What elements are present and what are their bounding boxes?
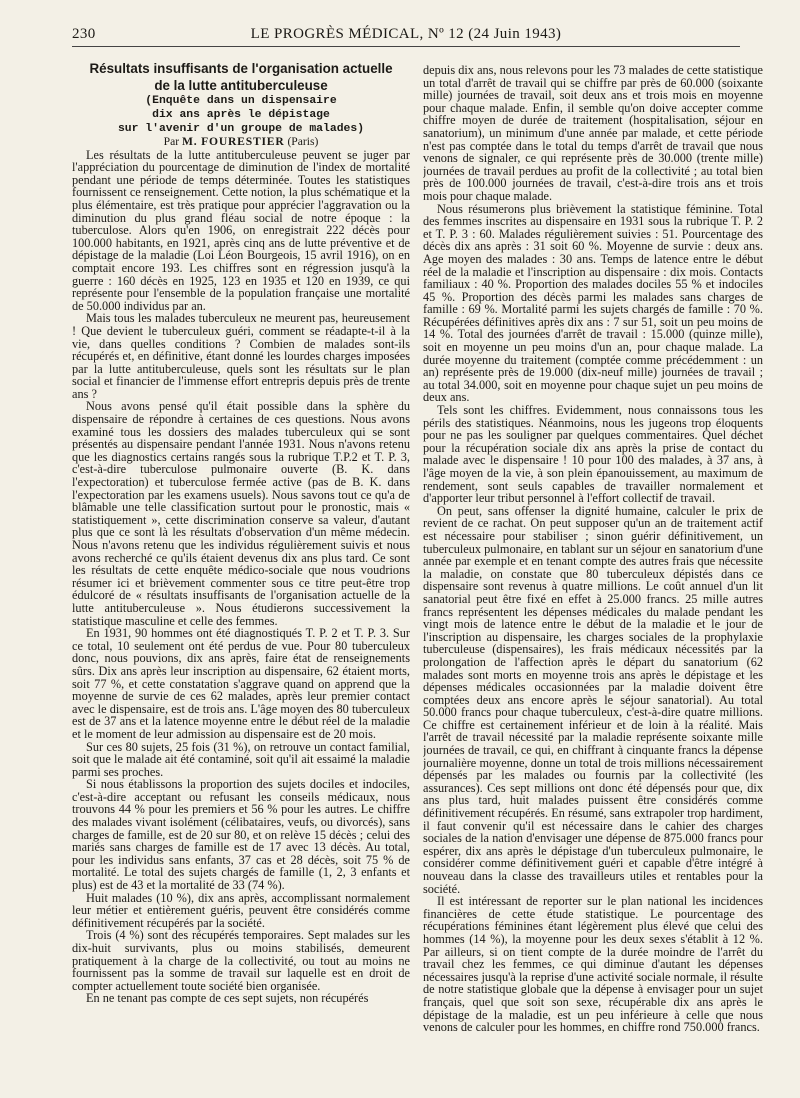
right-paragraph-4: On peut, sans offenser la dignité humaine, calculer le prix de revient de ce rachat. On peut supposer qu'un an de traitement actif est nécessaire pour stabiliser ; sinon guérir définitivement, un tuberculeux pulmonaire, en tablant sur un séjour en sanatorium d'une année par exemple et en tenant compte des autres frais que nécessite la maladie, on constate que 80 tuberculeux dépistés dans ce dispensaire sont revenus à quatre millions. Le coût annuel d'un lit sanatorial peut être fixé en effet à 25.000 francs. 25 mille autres francs représentent les dépenses médicales du malade pendant les vingt mois de latence entre le début de la maladie et le jour de l'inscription au dispensaire, les charges sociales de la prophylaxie tuberculeuse (dispensaires), les frais médicaux nécessités par la prolongation de l'affection après le départ du sanatorium (62 malades sont morts en moyenne trois ans après le dépistage et les dépenses médicales occasionnées par la maladie doivent être comptées deux ans encore après le séjour sanatorial). Au total 50.000 francs pour chaque tuberculeux, c'est-à-dire quatre millions. Ce chiffre est certainement inférieur et de loin à la réalité. Mais l'arrêt de travail nécessité par la maladie représente soixante mille journées de travail, ce qui, en chiffrant à cinquante francs la dépense journalière moyenne, donne un total de trois millions nécessairement dépensés par les malades ou fournis par la collectivité (les assurances). Ces sept millions ont donc été dépensés pour que, dix ans plus tard, huit malades puissent être considérés comme définitivement récupérés. En résumé, sans extrapoler trop hardiment, il faut convenir qu'il est nécessaire dans le cahier des charges sociales de la nation d'envisager une dépense de 875.000 francs pour espérer, dix ans après le dépistage d'un tuberculeux pulmonaire, le considérer comme définitivement guéri et capable d'être intégré à nouveau dans la classe des travailleurs utiles et rentables pour la société. [423,503,763,896]
right-column [423,64,763,1086]
article-subtitle-line-1: (Enquête dans un dispensaire [145,95,337,107]
article-subtitle-line-2: dix ans après le dépistage [152,109,330,121]
right-paragraph-3: Tels sont les chiffres. Evidemment, nous connaissons tous les périls des statistiques. Néanmoins, nous les jugeons trop éloquents pour ne pas les souligner par quelques commentaires. Quel déchet pour la récupération sociale dix ans après la prise de contact du malade avec le dispensaire ! 10 pour 100 des malades, à 37 ans, à l'âge moyen de la vie, à son plein épanouissement, au maximum de rendement, sont seuls capables de travailler normalement et d'apporter leur tribut personnel à l'effort collectif de travail. [423,403,763,506]
article-subtitle-line-3: sur l'avenir d'un groupe de malades) [117,123,365,135]
author-prefix: Par [163,135,180,148]
article-subtitle [72,94,410,136]
left-column [72,60,410,1086]
author-line [72,136,410,149]
author-place: (Paris) [287,135,319,148]
right-paragraph-5: Il est intéressant de reporter sur le plan national les incidences financières de cette étude statistique. Le pourcentage des récupérations féminines étant légèrement plus élevé que celui des hommes (14 %), la moyenne pour les deux sexes s'établit à 12 %. Par ailleurs, si on tient compte de la durée moindre de l'arrêt du travail chez les femmes, ce qui diminue d'autant les dépenses nécessaires jusqu'à la reprise d'une activité sociale normale, il résulte de notre statistique globale que la dépense à envisager pour un sujet français, quel que soit son sexe, récupérable dix ans après le dépistage de la maladie, est un peu inférieure à celle que nous venons de calculer pour les hommes, en chiffre rond 750.000 francs. [423,894,763,1035]
header-rule [72,46,740,47]
article-title-line-2: de la lutte antituberculeuse [154,78,328,93]
left-paragraph-1: Les résultats de la lutte antituberculeuse peuvent se juger par l'appréciation du pourcentage de diminution de l'index de mortalité pendant une période de temps déterminée. Toutes les statistiques fournissent ce renseignement. Cette notion, la plus schématique et la plus élémentaire, est très pratique pour apprécier l'aggravation ou la diminution du plus grand fléau social de notre époque : la tuberculose. Alors qu'en 1906, on enregistrait 222 décès pour 100.000 habitants, en 1921, après cinq ans de lutte préventive et de dépistage de la maladie (Loi Léon Bourgeois, 15 avril 1916), on en comptait encore 193. Les chiffres sont en régression jusqu'à la guerre : 160 décès en 1925, 123 en 1935 et 120 en 1939, ce qui représente pour l'ensemble de la population française une mortalité de 50.000 individus par an. [72,147,410,313]
left-paragraph-6: Si nous établissons la proportion des sujets dociles et indociles, c'est-à-dire acceptant ou refusant les conseils médicaux, nous trouvons 44 % pour les premiers et 56 % pour les autres. Le chiffre des malades vivant isolément (célibataires, veufs, ou divorcés), sans charges de famille, est de 20 sur 80, et on relève 15 décès ; celui des mariés sans charges de famille est de 17 avec 13 décès. Au total, pour les individus sans enfants, 37 cas et 28 décès, soit 75 % de mortalité. Le total des sujets chargés de famille (1, 2, 3 enfants et plus) est de 43 et la mortalité de 33 (74 %). [72,777,410,893]
article-title [72,60,410,94]
left-paragraph-9: En ne tenant pas compte de ces sept sujets, non récupérés [86,991,369,1006]
right-paragraph-2: Nous résumerons plus brièvement la statistique féminine. Total des femmes inscrites au dispensaire en 1931 sous la rubrique T. P. 2 et T. P. 3 : 60. Malades régulièrement suivies : 51. Pourcentage des décès dix ans après : 31 soit 60 %. Moyenne de survie : deux ans. Age moyen des malades : 30 ans. Temps de latence entre le début réel de la maladie et l'inscription au dispensaire : dix mois. Contacts familiaux : 40 %. Proportion des malades dociles 55 % et indociles 45 %. Proportion des décès parmi les malades sans charges de famille : 69 %. Mortalité parmi les sujets chargés de famille : 70 %. Récupérées définitives après dix ans : 7 sur 51, soit un peu moins de 14 %. Total des journées d'arrêt de travail : 15.000 (quinze mille), soit en moyenne un peu moins d'un an, pour chaque malade. La durée moyenne du traitement (comptée comme précédemment : un an) représente près de 19.000 (dix-neuf mille) journées de travail ; au total 34.000, soit en moyenne pour chaque sujet un peu moins de deux ans. [423,201,763,405]
left-paragraph-8: Trois (4 %) sont des récupérés temporaires. Sept malades sur les dix-huit survivants, plus ou moins stabilisés, demeurent pratiquement à la charge de la collectivité, ou tout au moins ne fournissent pas la somme de travail sur laquelle est en droit de compter actuellement toute société bien organisée. [72,928,410,993]
running-title: LE PROGRÈS MÉDICAL, Nº 12 (24 Juin 1943) [250,26,562,42]
left-paragraph-3: Nous avons pensé qu'il était possible dans la sphère du dispensaire de répondre à certaines de ces questions. Nous avons examiné tous les dossiers des malades tuberculeux qui se sont présentés au dispensaire pendant l'année 1931. Nous n'avons retenu que les diagnostics certains rangés sous la rubrique T.P.2 et T. P. 3, c'est-à-dire tuberculose pulmonaire ouverte (B. K. dans l'expectoration) et tuberculose fermée active (pas de B. K. dans l'expectoration par les examens usuels). Nous savons tout ce qu'a de blâmable une telle classification surtout pour le pronostic, mais « statistiquement », cette discrimination conserve sa valeur, d'autant plus que ce sont là les résultats d'observation d'un même médecin. Nous n'avons retenu que les individus régulièrement suivis et nous avons recherché ce qu'ils étaient devenus dix ans plus tard. Ce sont les résultats de cette enquête médico-sociale que nous voudrions résumer ici et brièvement commenter sous ce titre peut-être trop édulcoré de « résultats insuffisants de l'organisation actuelle de la lutte antituberculeuse ». Nous étudierons successivement la statistique masculine et celle des femmes. [72,399,410,628]
page-number: 230 [72,26,96,42]
article-title-line-1: Résultats insuffisants de l'organisation actuelle [89,61,393,76]
left-paragraph-7: Huit malades (10 %), dix ans après, accomplissant normalement leur métier et entièrement guéris, peuvent être considérés comme définitivement récupérés par la société. [72,890,410,930]
left-paragraph-5: Sur ces 80 sujets, 25 fois (31 %), on retrouve un contact familial, soit que le malade ait été contaminé, soit qu'il ait essaimé la maladie parmi ses proches. [72,739,410,779]
author-name: M. FOURESTIER [182,135,285,148]
right-paragraph-1: depuis dix ans, nous relevons pour les 73 malades de cette statistique un total d'arrêt de travail qui se chiffre par près de 60.000 (soixante mille) journées de travail, soit deux ans et trois mois en moyenne pour chaque malade. Enfin, il semble qu'on doive accepter comme chiffre moyen de durée de traitement (hospitalisation, séjour en sanatorium), un minimum d'une année par malade, et cette période n'est pas comptée dans le total du temps d'arrêt de travail que nous venons de signaler, ce qui représente près de 30.000 (trente mille) journées de travail perdues au profit de la collectivité ; au total bien près de 100.000 journées de travail, c'est-à-dire trois ans et trois mois pour chaque malade. [423,64,763,203]
running-header [72,18,740,42]
left-paragraph-4: En 1931, 90 hommes ont été diagnostiqués T. P. 2 et T. P. 3. Sur ce total, 10 seulement ont été perdus de vue. Pour 80 tuberculeux donc, nous pouvions, dix ans après, faire état de renseignements sûrs. Dix ans après leur inscription au dispensaire, 62 étaient morts, soit 77 %, et cette constatation s'aggrave quand on apprend que la moyenne de survie de ces 62 malades, après leur premier contact avec le dispensaire, est de trois ans. L'âge moyen des 80 tuberculeux est de 37 ans et la latence moyenne entre le début réel de la maladie et le moment de leur admission au dispensaire est de 20 mois. [72,626,410,741]
left-paragraph-2: Mais tous les malades tuberculeux ne meurent pas, heureusement ! Que devient le tuberculeux guéri, comment se réadapte-t-il à la vie, dans quelles conditions ? Combien de malades sont-ils récupérés et, en définitive, étant donné les lourdes charges imposées par la lutte antituberculeuse, quels sont les résultats sur le plan social et financier de l'immense effort entrepris depuis près de trente ans ? [72,311,410,401]
